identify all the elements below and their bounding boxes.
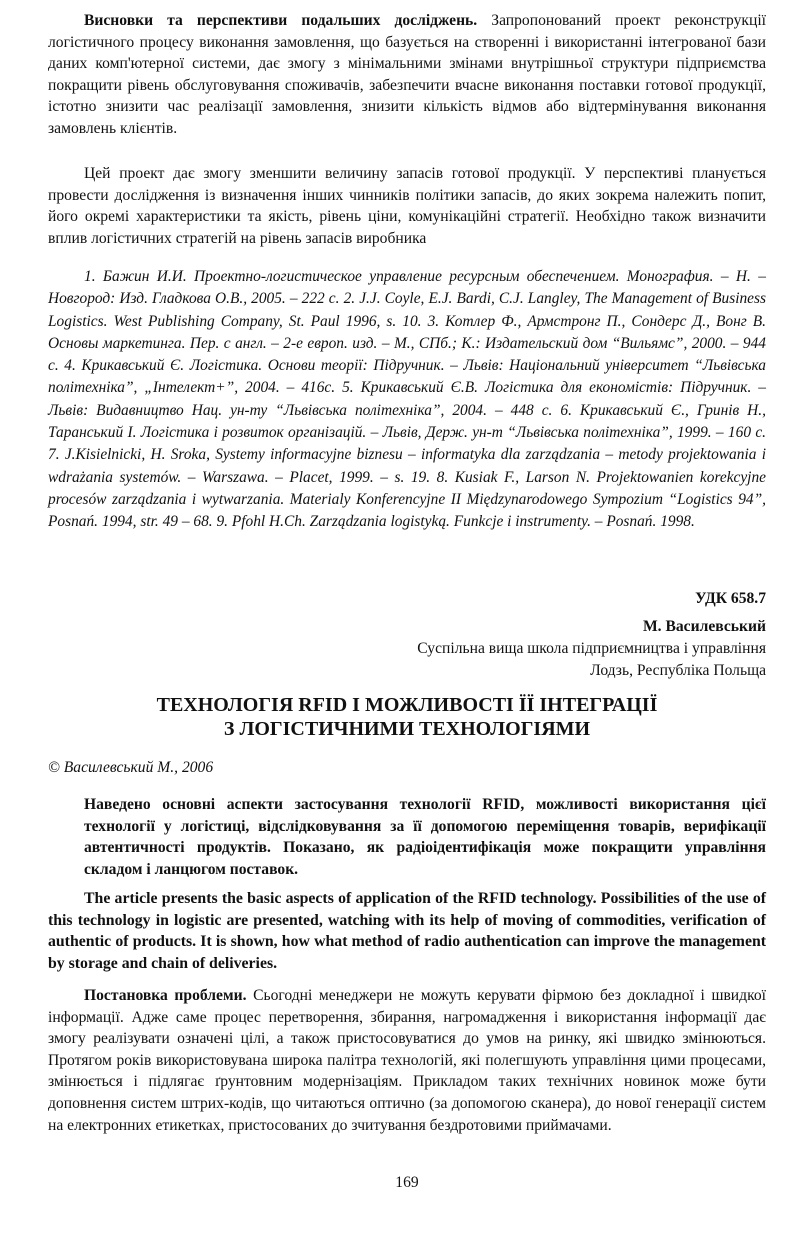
abstract-ukrainian: Наведено основні аспекти застосування технології RFID, можливості використання цієї технології у логістиці, відслідковування за її допомогою переміщення товарів, верифікації автентичності продуктів. Показано, як радіоідентифікація може покращити управління складом і ланцюгом поставок. (84, 796, 766, 878)
conclusions-heading: Висновки та перспективи подальших досліджень. (84, 12, 478, 29)
problem-heading: Постановка проблеми. (84, 987, 247, 1004)
udk-code: УДК 658.7 (695, 590, 766, 607)
abstract-english: The article presents the basic aspects of application of the RFID technology. Possibilities of the use of this technology in logistic are presented, watching with its help of moving of commodities, verification of authentic of products. It is shown, how what method of radio authentication can improve the management by storage and chain of deliveries. (48, 890, 766, 972)
author-name: М. Василевський (642, 618, 766, 635)
title-line-2: З ЛОГІСТИЧНИМИ ТЕХНОЛОГІЯМИ (223, 718, 591, 740)
problem-statement (48, 985, 766, 1136)
author-affiliation: Суспільна вища школа підприємництва і управління (417, 640, 766, 657)
title-line-1: ТЕХНОЛОГІЯ RFID І МОЖЛИВОСТІ ЇЇ ІНТЕГРАЦІЇ (156, 694, 658, 716)
conclusions-text: Запропонований проект реконструкції логістичного процесу виконання замовлення, що базується на створенні і використанні інтегрованої бази даних комп'ютерної системи, дає змогу з мінімальними змінами внутрішньої структури підприємства покращити рівень обслуговування споживачів, забезпечити вчасне виконання поставки готової продукції, істотно знизити час реалізації замовлення, знизити кількість відмов або відтермінування виконання замовлень клієнтів. (48, 12, 766, 137)
conclusions-paragraph-2: Цей проект дає змогу зменшити величину запасів готової продукції. У перспективі планується провести дослідження із визначення інших чинників політики запасів, до яких зокрема належить попит, його окремі характеристики та якість, рівень ціни, комунікаційні стратегії. Необхідно також визначити вплив логістичних стратегій на рівень запасів виробника (48, 165, 766, 247)
author-location: Лодзь, Республіка Польща (590, 662, 766, 679)
article-title (48, 693, 766, 741)
references-list: 1. Бажин И.И. Проектно-логистическое управление ресурсным обеспечением. Монография. – Н. – Новгород: Изд. Гладкова О.В., 2005. – 222 с. 2. J.J. Coyle, E.J. Bardi, C.J. Langley, The Management of Business Logistics. West Publishing Company, St. Paul 1996, s. 10. 3. Котлер Ф., Армстронг П., Сондерс Д., Вонг В. Основы маркетинга. Пер. с англ. – 2-е европ. изд. – М., СПб.; К.: Издательский дом “Вильямс”, 2000. – 944 с. 4. Крикавський Є. Логістика. Основи теорії: Підручник. – Львів: Національний університет “Львівська політехніка”, „Інтелект+”, 2004. – 416с. 5. Крикавський Є.В. Логістика для економістів: Підручник. – Львів: Видавництво Нац. ун-ту “Львівська політехніка”, 2004. – 448 с. 6. Крикавський Є., Гринів Н., Таранський І. Логістика і розвиток організацій. – Львів, Держ. ун-т “Львівська політехніка”, 1999. – 160 с. 7. J.Kisielnicki, H. Sroka, Systemy informacyjne biznesu – informatyka dla zarządzania – metody projektowania i wdrażania systemów. – Warszawa. – Placet, 1999. – s. 19. 8. Kusiak F., Larson N. Projektowanien korekcyjne procesów zarządzania i wytwarzania. Materialy Konferencyjne II Międzynarodowego Sympozium “Logistics 94”, Posnań. 1994, str. 49 – 68. 9. Pfohl H.Ch. Zarządzania logistyką. Funkcje i instrumenty. – Posnań. 1998. (48, 268, 766, 531)
page-number: 169 (395, 1174, 419, 1191)
conclusions-paragraph-1 (48, 10, 766, 140)
copyright: © Василевський М., 2006 (48, 759, 214, 776)
problem-text: Сьогодні менеджери не можуть керувати фірмою без докладної і швидкої інформації. Адже саме процес перетворення, збирання, нагромадження і використання інформації дає змогу реалізувати означені цілі, а також пристосовуватися до умов на ринку, які швидко змінюються. Протягом років використовувана широка палітра технологій, які полегшують управління цими процесами, змінюється і підлягає ґрунтовним модернізаціям. Прикладом таких технічних новинок може бути доповнення систем штрих-кодів, що читаються оптично (за допомогою сканера), до нової генерації систем на електронних етикетках, пристосованих до зчитування бездротовими приймачами. (48, 987, 767, 1134)
